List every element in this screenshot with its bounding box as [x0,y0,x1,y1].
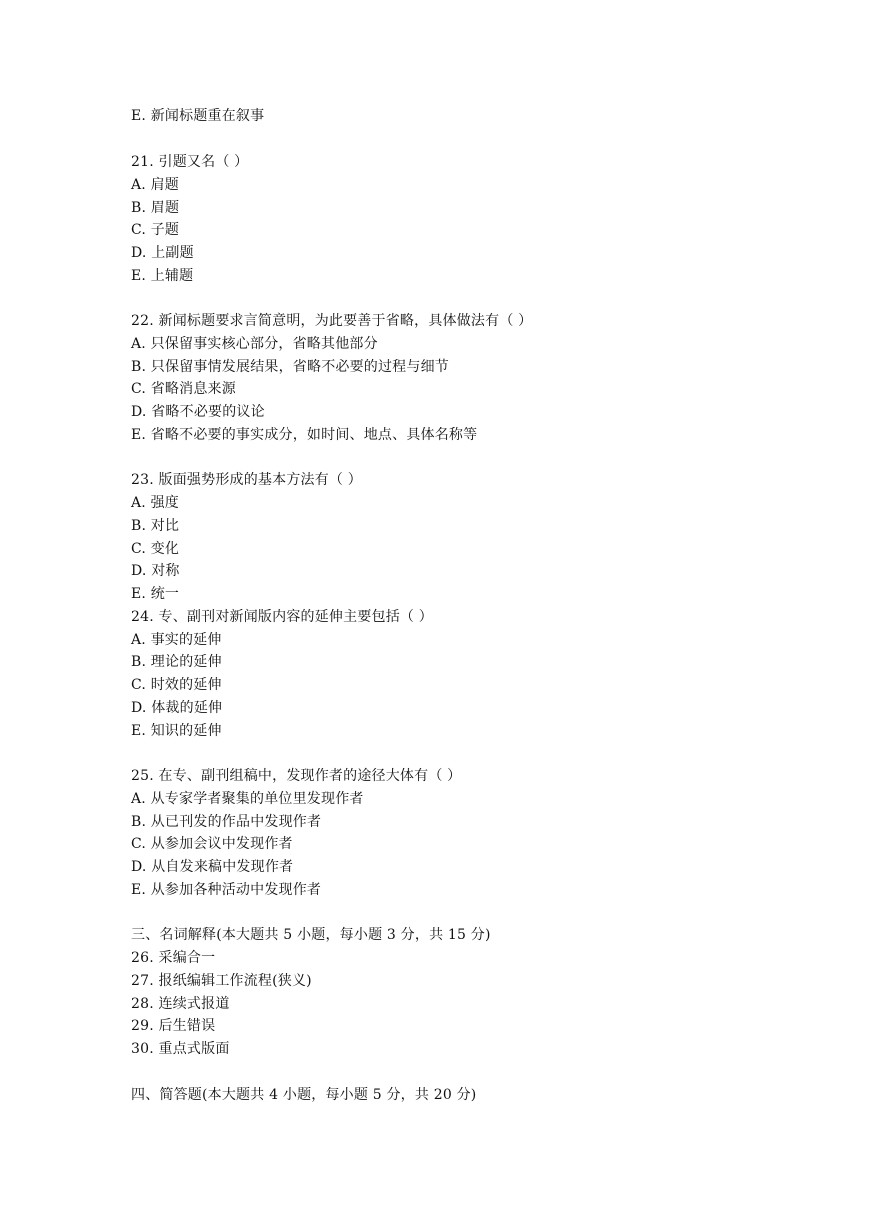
question-29: 29. 后生错误 [131,1018,216,1034]
option-d-q24: D. 体裁的延伸 [131,700,223,716]
option-b-q24: B. 理论的延伸 [131,654,222,670]
option-e-q23: E. 统一 [131,586,180,602]
question-30: 30. 重点式版面 [131,1041,230,1057]
option-a-q22: A. 只保留事实核心部分，省略其他部分 [131,336,378,352]
question-23: 23. 版面强势形成的基本方法有（ ） [131,472,362,488]
question-25: 25. 在专、副刊组稿中，发现作者的途径大体有（ ） [131,768,462,784]
option-c-q22: C. 省略消息来源 [131,381,236,397]
section-4-heading: 四、简答题(本大题共 4 小题，每小题 5 分，共 20 分) [131,1087,477,1103]
option-e-q25: E. 从参加各种活动中发现作者 [131,882,322,898]
option-b-q22: B. 只保留事情发展结果，省略不必要的过程与细节 [131,359,449,375]
question-21: 21. 引题又名（ ） [131,154,249,170]
option-d-q25: D. 从自发来稿中发现作者 [131,859,294,875]
option-e-q21: E. 上辅题 [131,268,194,284]
option-d-q22: D. 省略不必要的议论 [131,404,265,420]
option-a-q21: A. 肩题 [131,177,180,193]
question-22: 22. 新闻标题要求言简意明，为此要善于省略，具体做法有（ ） [131,313,533,329]
option-b-q21: B. 眉题 [131,200,180,216]
option-b-q23: B. 对比 [131,518,180,534]
section-3-heading: 三、名词解释(本大题共 5 小题，每小题 3 分，共 15 分) [131,927,491,943]
option-c-q23: C. 变化 [131,541,180,557]
option-e-q22: E. 省略不必要的事实成分，如时间、地点、具体名称等 [131,427,478,443]
option-c-q24: C. 时效的延伸 [131,677,222,693]
option-e-q24: E. 知识的延伸 [131,723,222,739]
option-c-q21: C. 子题 [131,222,180,238]
question-26: 26. 采编合一 [131,950,216,966]
option-a-q25: A. 从专家学者聚集的单位里发现作者 [131,791,364,807]
option-d-q21: D. 上副题 [131,245,194,261]
option-c-q25: C. 从参加会议中发现作者 [131,836,293,852]
option-a-q24: A. 事实的延伸 [131,632,222,648]
option-b-q25: B. 从已刊发的作品中发现作者 [131,814,322,830]
option-a-q23: A. 强度 [131,495,180,511]
option-e-q20: E. 新闻标题重在叙事 [131,108,265,124]
question-28: 28. 连续式报道 [131,996,230,1012]
option-d-q23: D. 对称 [131,563,180,579]
question-24: 24. 专、副刊对新闻版内容的延伸主要包括（ ） [131,609,433,625]
question-27: 27. 报纸编辑工作流程(狭义) [131,973,312,989]
